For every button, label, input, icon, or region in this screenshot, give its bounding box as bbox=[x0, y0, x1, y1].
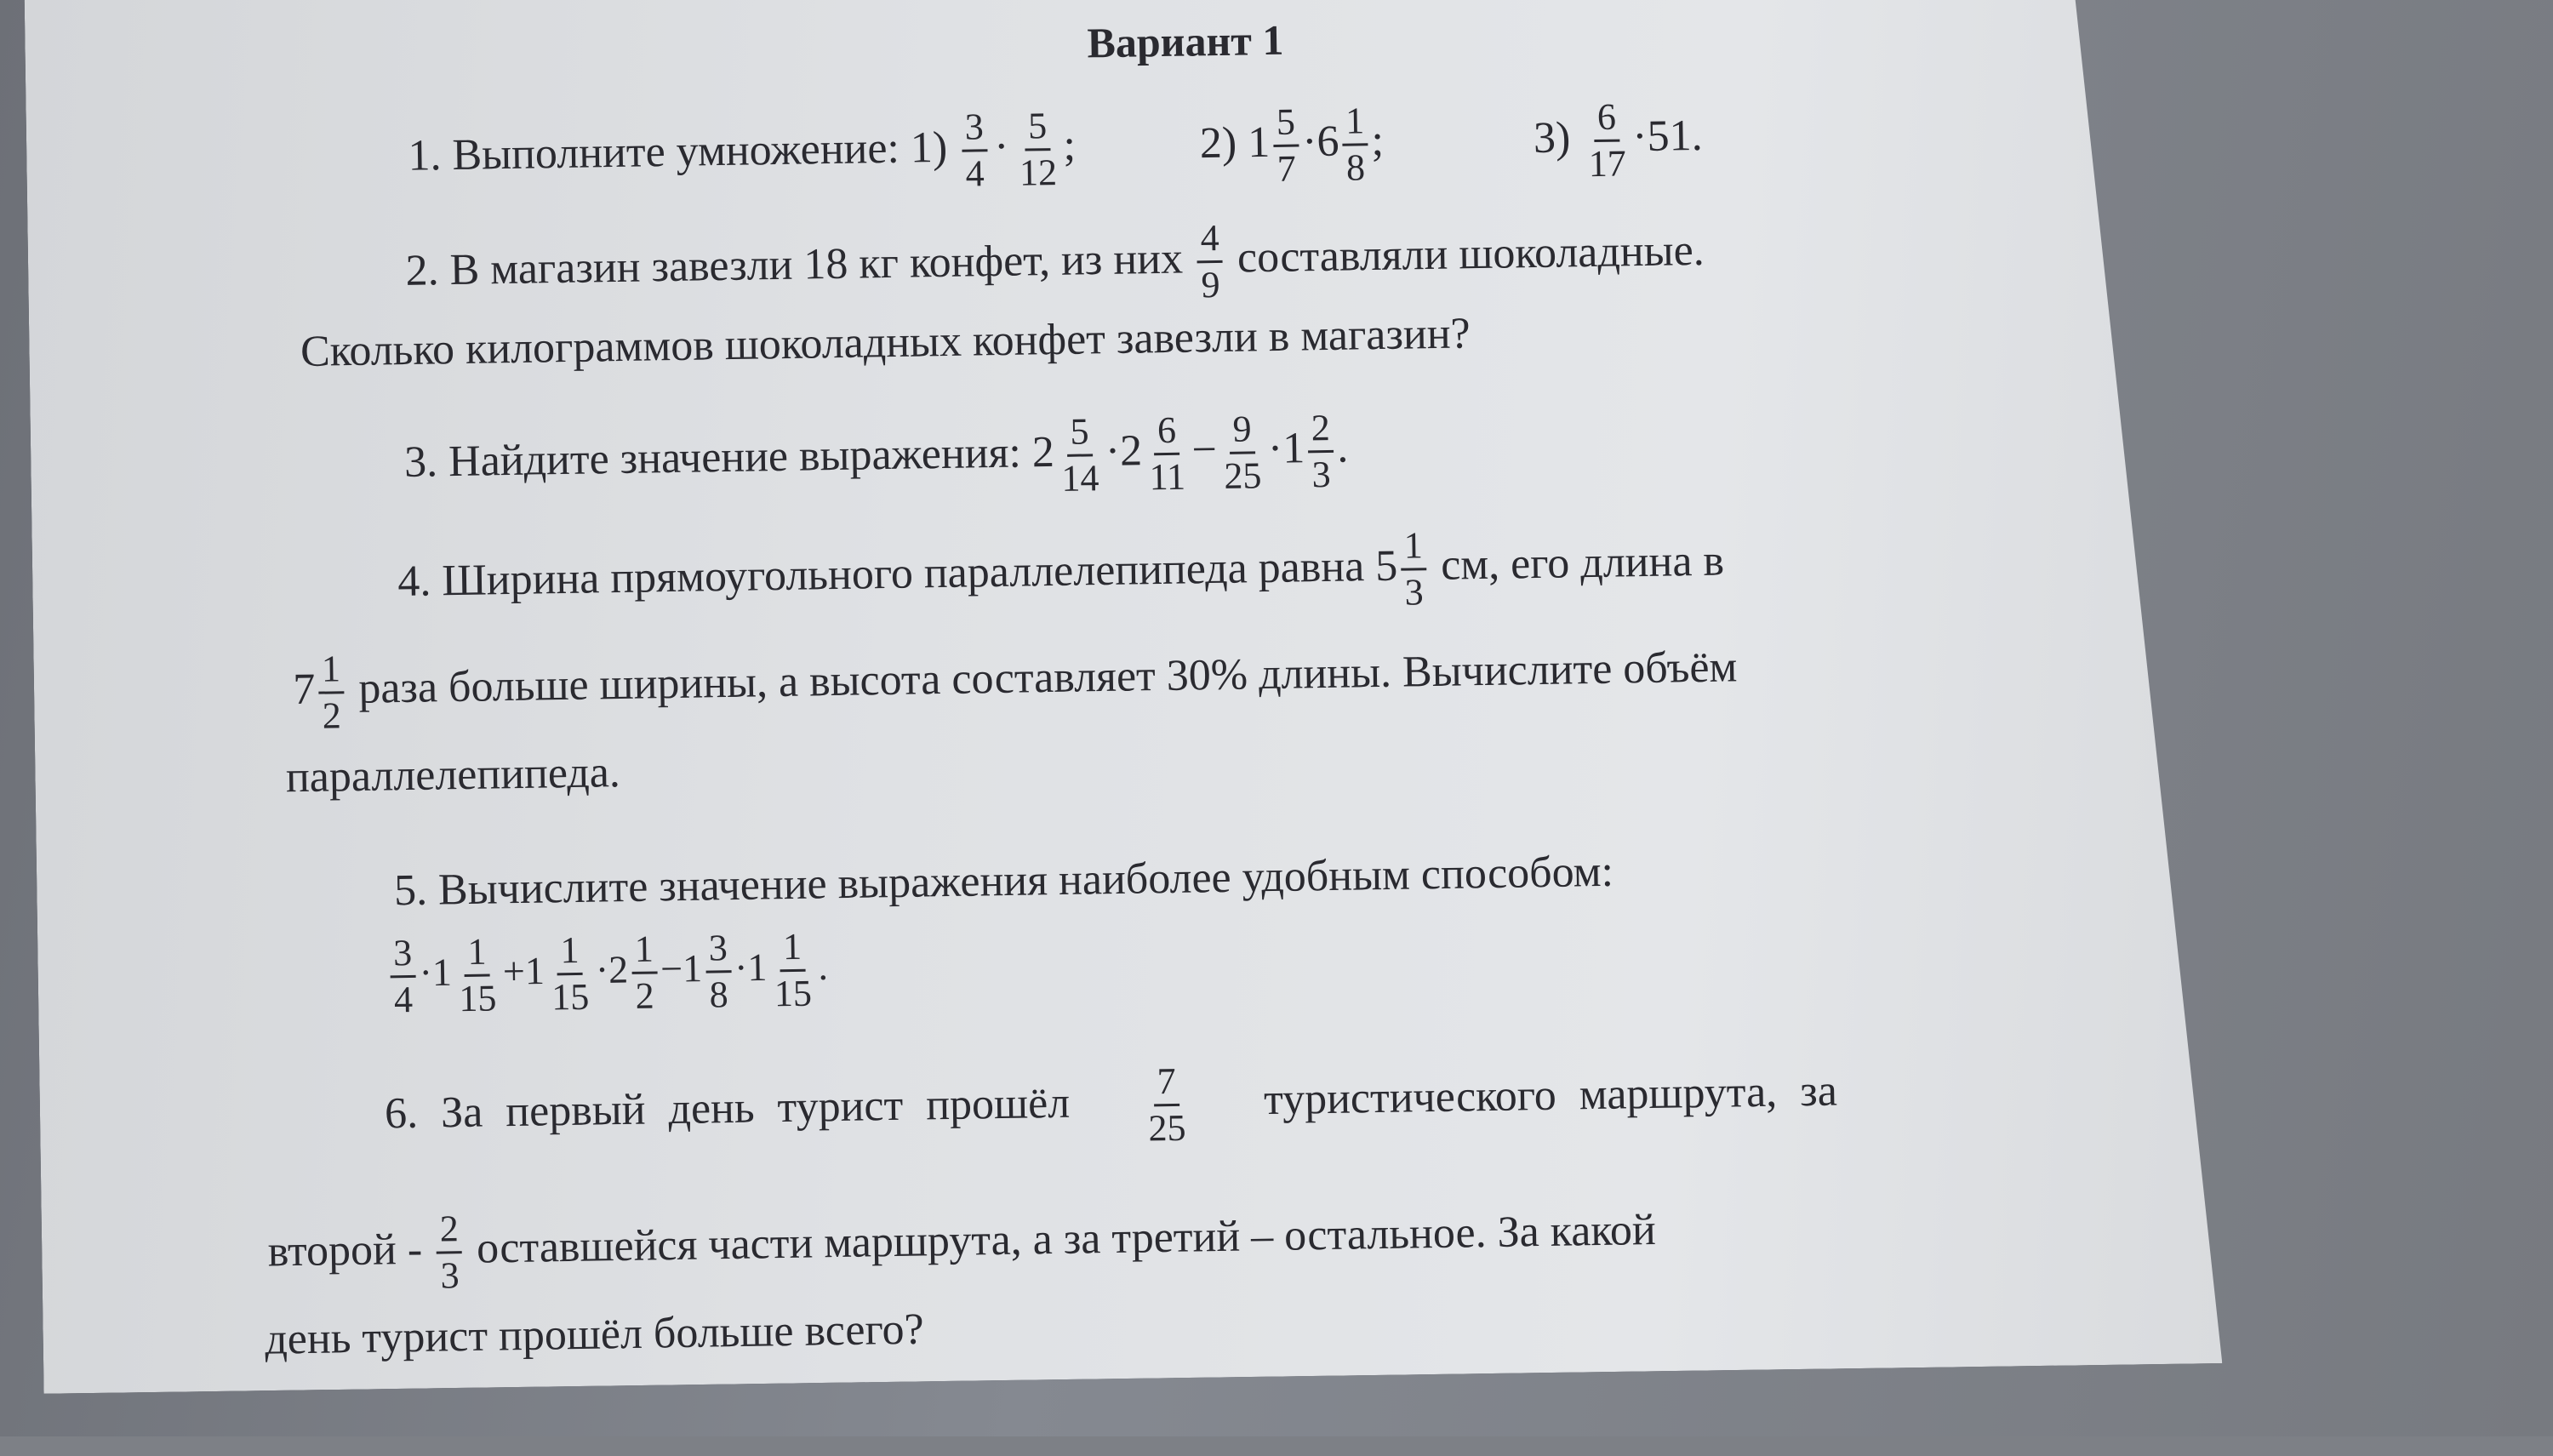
worksheet-title: Вариант 1 bbox=[1087, 15, 1284, 67]
fraction: $\frac{1}{8}$ bbox=[1342, 100, 1369, 189]
task-2-line-2: Сколько килограммов шоколадных конфет завезли в магазин? bbox=[300, 309, 1471, 376]
task-6-line-1: 6. За первый день турист прошёл $\frac{7}{25}$ туристического маршрута, за bbox=[384, 1059, 1838, 1150]
task-1: 1. Выполните умножение: 1) $\frac{3}{4}$ · $\frac{5}{12}$ ; 2) 1 $\frac{5}{7}$ ·6 $\frac{1}{8}$ ; 3) $\frac{6}{17}$ ·51. bbox=[408, 95, 1704, 196]
task-1-text: 1. Выполните умножение: 1) bbox=[408, 123, 948, 180]
fraction: $\frac{6}{17}$ bbox=[1588, 95, 1627, 186]
fraction: $\frac{3}{4}$ bbox=[961, 106, 988, 195]
task-6-line-2: второй - $\frac{2}{3}$ оставшейся части маршрута, а за третий – остальное. За какой bbox=[267, 1205, 1657, 1297]
fraction: $\frac{4}{9}$ bbox=[1197, 218, 1224, 306]
task-2-line-1: 2. В магазин завезли 18 кг конфет, из них $\frac{4}{9}$ составляли шоколадные. bbox=[405, 216, 1705, 306]
task-4-line-2: 7 $\frac{1}{2}$ раза больше ширины, а высота составляет 30% длины. Вычислите объём bbox=[292, 642, 1738, 737]
task-4-line-3: параллелепипеда. bbox=[285, 748, 621, 802]
task-1-part-2-label: 2) 1 bbox=[1199, 117, 1271, 168]
fraction: $\frac{5}{12}$ bbox=[1019, 105, 1058, 195]
task-4-line-1: 4. Ширина прямоугольного параллелепипеда равна 5 $\frac{1}{3}$ см, его длина в bbox=[397, 524, 1725, 614]
task-1-part-3-label: 3) bbox=[1533, 113, 1571, 163]
fraction: $\frac{5}{7}$ bbox=[1272, 102, 1299, 191]
task-5-line-1: 5. Вычислите значение выражения наиболее удобным способом: bbox=[393, 847, 1614, 916]
task-5-expression: $\frac{3}{4}$ ·1 $\frac{1}{15}$ +1 $\frac{1}{15}$ ·2 $\frac{1}{2}$ −1 $\frac{3}{8}$ ·1 $\frac{1}{15}$ . bbox=[386, 926, 829, 1021]
task-6-line-3: день турист прошёл больше всего? bbox=[264, 1305, 925, 1364]
task-3: 3. Найдите значение выражения: 2 $\frac{5}{14}$ ·2 $\frac{6}{11}$ − $\frac{9}{25}$ ·1 $\frac{2}{3}$ . bbox=[403, 406, 1349, 500]
